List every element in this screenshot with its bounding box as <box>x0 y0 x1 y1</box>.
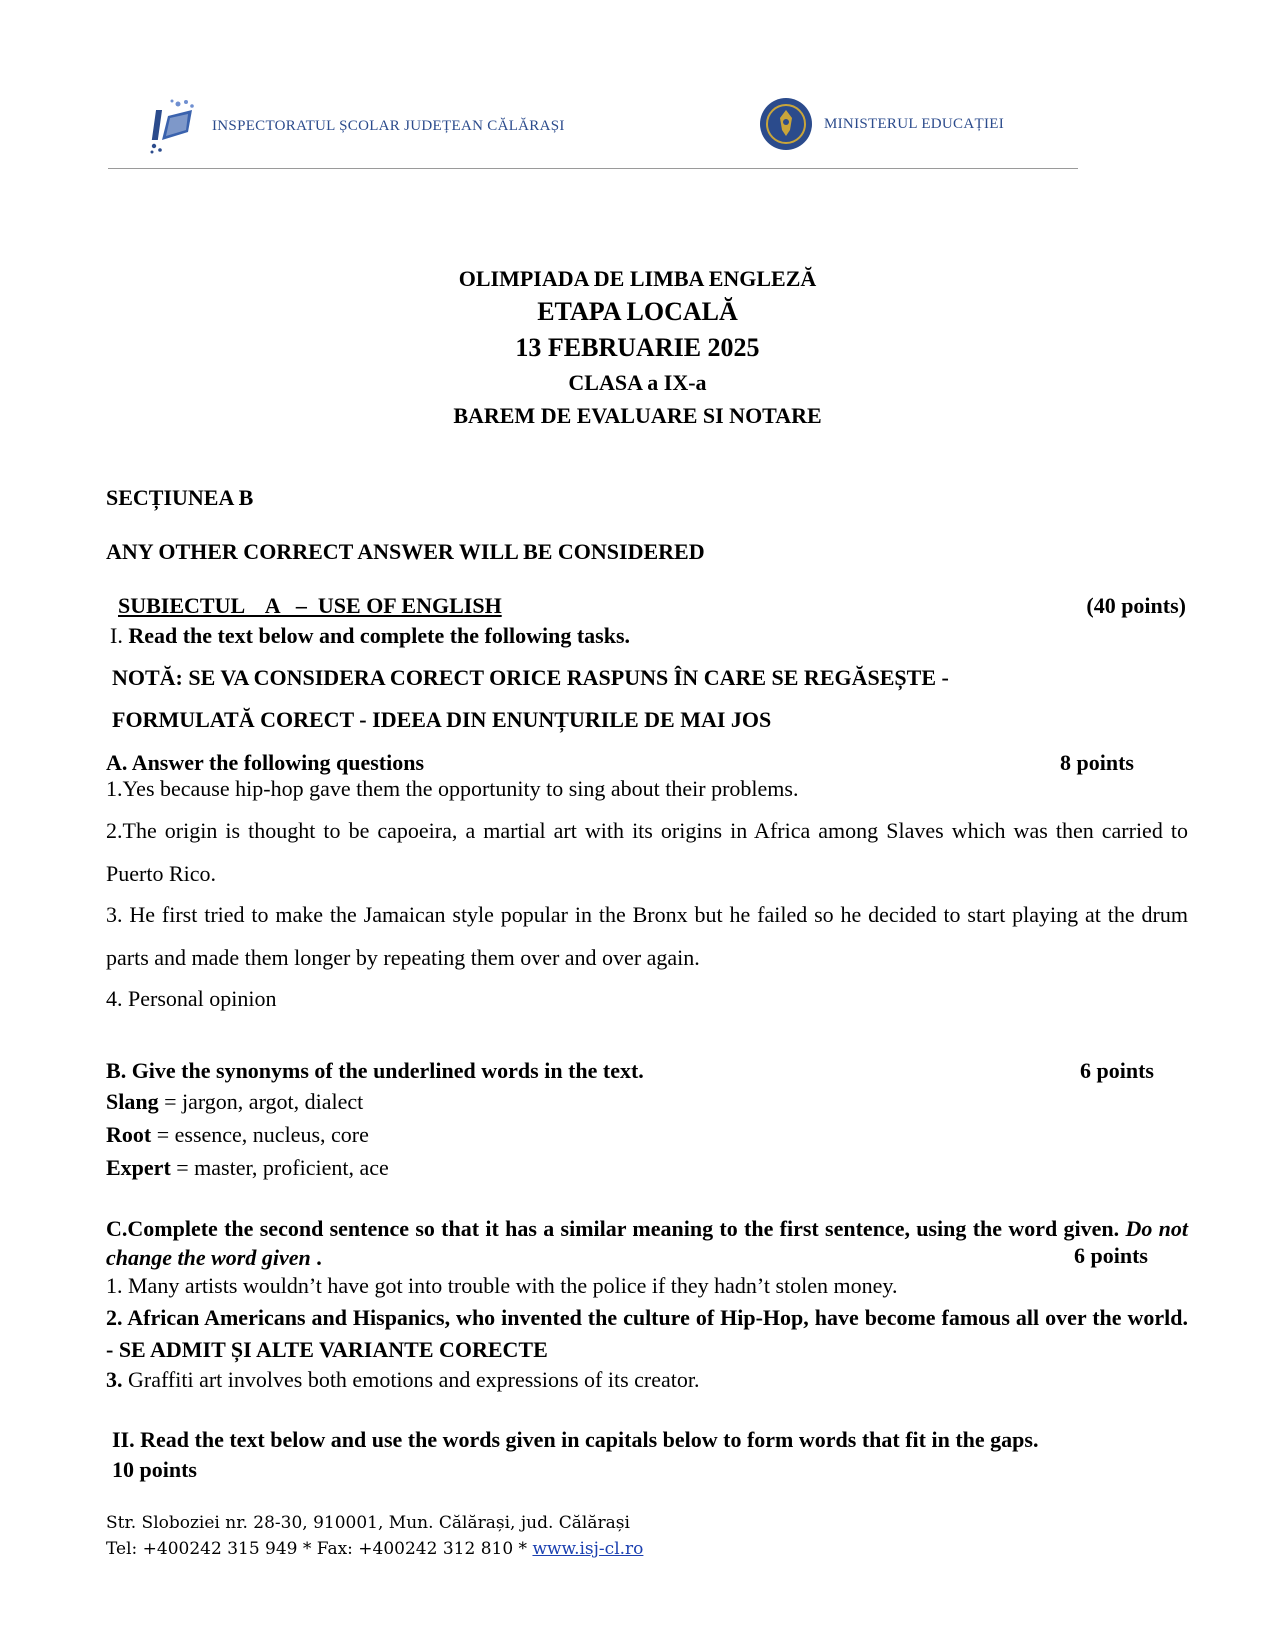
answer-2: 2.The origin is thought to be capoeira, a martial art with its origins in Africa among Slaves which was then carried to Puerto Rico. <box>106 818 1188 886</box>
synonym-row: Slang = jargon, argot, dialect <box>106 1089 364 1114</box>
subject-points: (40 points) <box>1086 593 1186 618</box>
isj-emblem-icon <box>148 96 202 156</box>
page-header <box>108 86 1078 172</box>
isj-logo-text: INSPECTORATUL ȘCOLAR JUDEȚEAN CĂLĂRAȘI <box>212 117 565 134</box>
subject-heading <box>118 592 1186 620</box>
ministry-seal-icon <box>758 96 814 152</box>
isj-logo <box>148 96 565 156</box>
footer-contact: Tel: +400242 315 949 * Fax: +400242 312 810 * www.isj-cl.ro <box>106 1539 644 1559</box>
exam-date: 13 FEBRUARIE 2025 <box>515 333 760 362</box>
ministry-logo-text: MINISTERUL EDUCAȚIEI <box>824 115 1005 132</box>
part1-roman: I. <box>110 623 123 648</box>
synonym-row: Root = essence, nucleus, core <box>106 1122 369 1147</box>
nota-line-2: FORMULATĂ CORECT - IDEEA DIN ENUNȚURILE DE MAI JOS <box>112 707 772 732</box>
section-a-points: 8 points <box>1060 750 1134 775</box>
section-label: SECȚIUNEA B <box>106 485 254 510</box>
document-title <box>0 264 1275 432</box>
olympiad-title: OLIMPIADA DE LIMBA ENGLEZĂ <box>458 266 817 291</box>
subject-label: SUBIECTUL A – USE OF ENGLISH <box>118 593 502 618</box>
section-b-heading: B. Give the synonyms of the underlined words in the text. <box>106 1058 644 1083</box>
answer-1: 1.Yes because hip-hop gave them the opportunity to sing about their problems. <box>106 776 799 801</box>
part1-instruction <box>110 622 630 650</box>
ministry-logo <box>758 96 1004 152</box>
section-c-heading: C.Complete the second sentence so that it has a similar meaning to the first sentence, using the word given. Do not change the word given . <box>106 1216 1188 1270</box>
grading-title: BAREM DE EVALUARE SI NOTARE <box>453 403 822 428</box>
part1-instruction-text: Read the text below and complete the following tasks. <box>128 623 631 648</box>
page-footer <box>106 1510 643 1562</box>
any-other-note: ANY OTHER CORRECT ANSWER WILL BE CONSIDERED <box>106 539 705 564</box>
footer-address: Str. Sloboziei nr. 28-30, 910001, Mun. Călărași, jud. Călărași <box>106 1513 630 1533</box>
answer-4: 4. Personal opinion <box>106 986 277 1011</box>
section-a-heading: A. Answer the following questions <box>106 750 425 775</box>
part2-instruction: II. Read the text below and use the words given in capitals below to form words that fit in the gaps. <box>112 1427 1039 1452</box>
part2-points: 10 points <box>112 1457 197 1482</box>
section-c-points: 6 points <box>1074 1243 1148 1268</box>
website-link[interactable]: www.isj-cl.ro <box>532 1539 644 1559</box>
transformation-1: 1. Many artists wouldn’t have got into trouble with the police if they hadn’t stolen money. <box>106 1273 898 1298</box>
class-level: CLASA a IX-a <box>568 370 707 395</box>
synonym-row: Expert = master, proficient, ace <box>106 1155 389 1180</box>
stage-title: ETAPA LOCALĂ <box>537 297 738 326</box>
transformation-2: 2. African Americans and Hispanics, who invented the culture of Hip-Hop, have become famous all over the world. - SE ADMIT ȘI ALTE VARIANTE CORECTE <box>106 1305 1188 1362</box>
section-b-points: 6 points <box>1080 1058 1154 1083</box>
nota-line-1: NOTĂ: SE VA CONSIDERA CORECT ORICE RASPUNS ÎN CARE SE REGĂSEȘTE - <box>112 665 949 690</box>
header-divider <box>108 168 1078 169</box>
answer-3: 3. He first tried to make the Jamaican style popular in the Bronx but he failed so he decided to start playing at the drum parts and made them longer by repeating them over and over again. <box>106 902 1188 970</box>
transformation-3: 3. Graffiti art involves both emotions and expressions of its creator. <box>106 1367 700 1392</box>
